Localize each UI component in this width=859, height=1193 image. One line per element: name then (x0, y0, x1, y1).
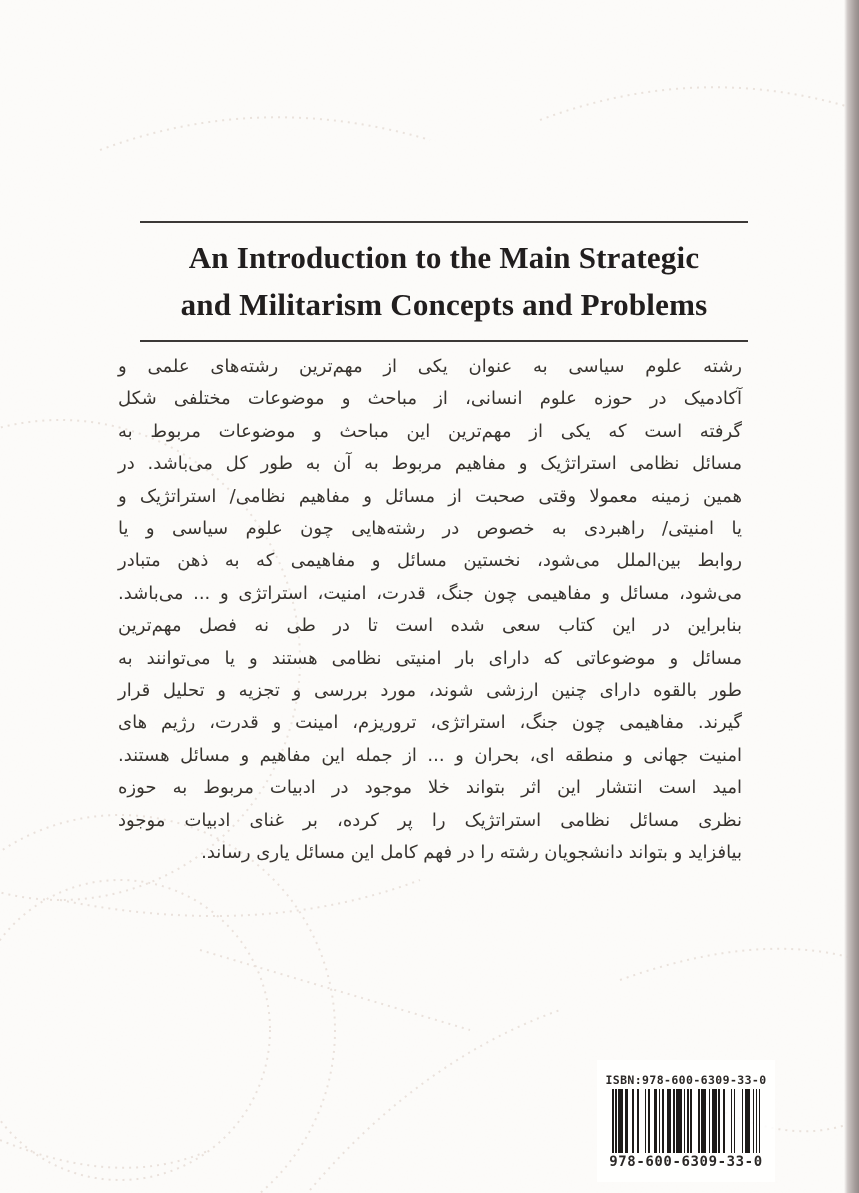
persian-line: بنابراین در این کتاب سعی شده است تا در طی نه فصل مهم‌ترین (118, 615, 742, 637)
title-rule-top (140, 221, 748, 223)
persian-line: مسائل و موضوعاتی که دارای بار امنیتی نظامی هستند و یا می‌توانند به (118, 647, 742, 669)
persian-line: گرفته است که یکی از مهم‌ترین این مباحث و موضوعات مربوط به (118, 420, 742, 442)
english-title-line2: and Militarism Concepts and Problems (180, 287, 708, 322)
persian-line: می‌شود، مسائل و مفاهیمی چون جنگ، قدرت، امنیت، استراتژی و ... می‌باشد. (118, 582, 742, 604)
english-title-line1: An Introduction to the Main Strategic (188, 240, 700, 275)
isbn-number: 978-600-6309-33-0 (609, 1154, 763, 1170)
persian-line: گیرند. مفاهیمی چون جنگ، استراتژی، تروریزم، امینت و قدرت، رژیم های (118, 712, 742, 734)
persian-line: یا امنیتی/ راهبردی به خصوص در رشته‌هایی چون علوم سیاسی و یا (118, 518, 742, 540)
book-edge-shadow (844, 0, 859, 1193)
isbn-label: ISBN:978-600-6309-33-0 (605, 1073, 767, 1087)
persian-line: روابط بین‌الملل می‌شود، نخستین مسائل و مفاهیمی که به ذهن متبادر (118, 550, 742, 572)
isbn-block (597, 1060, 775, 1182)
persian-line: امنیت جهانی و منطقه ای، بحران و ... از جمله این مفاهیم و مسائل هستند. (118, 744, 742, 766)
persian-line: رشته علوم سیاسی به عنوان یکی از مهم‌ترین رشته‌های علمی و (118, 356, 742, 377)
persian-line: مسائل نظامی استراتژیک و مفاهیم مربوط به آن به طور کل می‌باشد. در (118, 453, 742, 475)
persian-line: امید است انتشار این اثر بتواند خلا موجود در ادبیات مربوط به حوزه (118, 777, 742, 799)
title-rule-bottom (140, 340, 748, 342)
barcode-bar (759, 1089, 761, 1153)
title-block (140, 221, 748, 342)
persian-line: نظری مسائل نظامی استراتژیک را پر کرده، بر غنای ادبیات موجود (118, 809, 742, 831)
persian-line: آکادمیک در حوزه علوم انسانی، از مباحث و موضوعات مختلفی شکل (118, 388, 742, 410)
persian-paragraph (118, 351, 742, 870)
persian-line: همین زمینه معمولا وقتی صحبت از مسائل و مفاهیم نظامی/ استراتژیک و (118, 485, 742, 507)
persian-line: طور بالقوه دارای چنین ارزشی شوند، مورد بررسی و تجزیه و تحلیل قرار (118, 680, 742, 702)
persian-line: بیافزاید و بتواند دانشجویان رشته را در فهم کامل این مسائل یاری رساند. (201, 842, 742, 864)
isbn-barcode (612, 1089, 760, 1153)
